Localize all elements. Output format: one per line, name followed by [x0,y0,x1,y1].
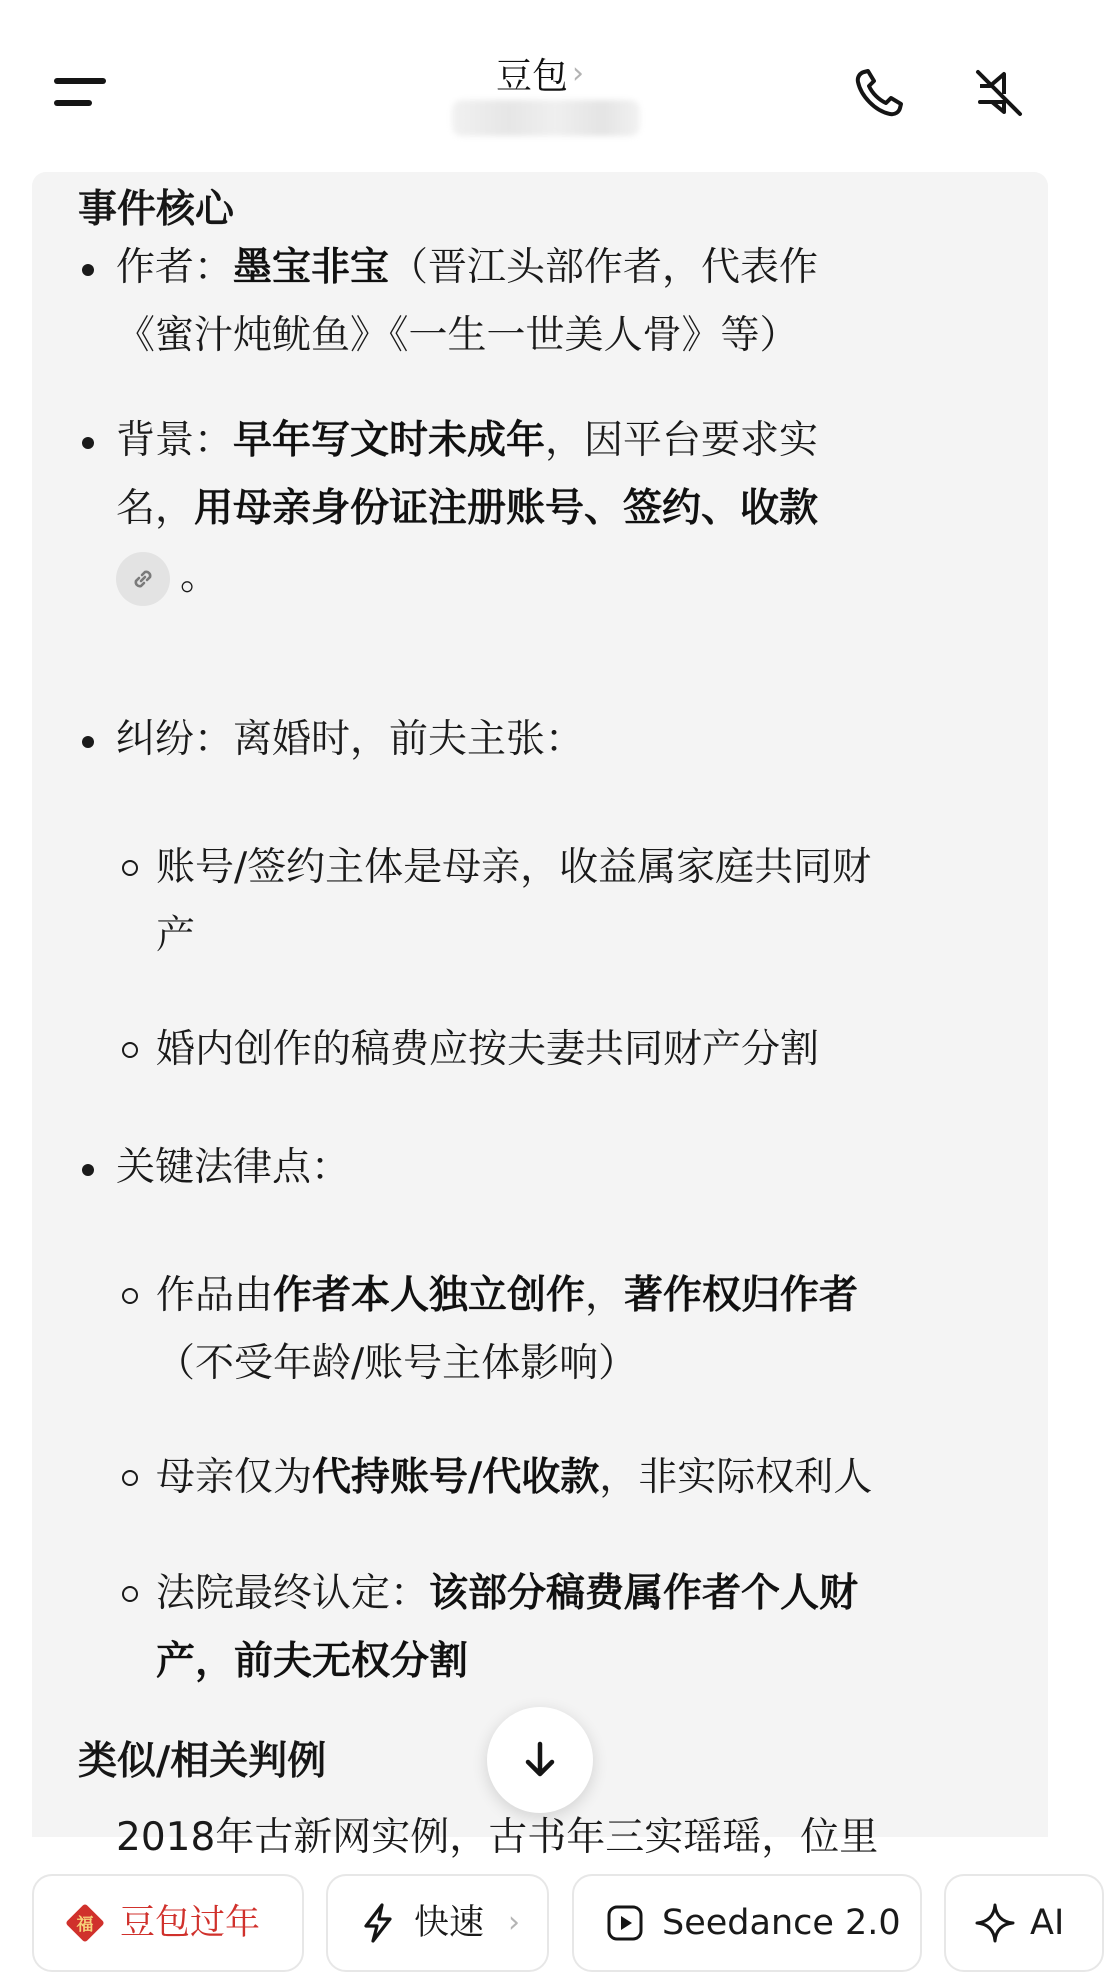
title-chevron-icon: › [572,56,584,91]
chip-fast-mode[interactable]: 快速 › [326,1874,549,1972]
bullet-dot [82,1164,94,1176]
section-title-core: 事件核心 [78,187,235,232]
list-item-background: 背景：早年写文时未成年，因平台要求实 名，用母亲身份证注册账号、签约、收款 。 [78,407,1008,611]
sub-item-legal-2: 母亲仅为代持账号/代收款，非实际权利人 [78,1444,1008,1512]
message-card [32,172,1048,1860]
top-bar [0,0,1080,170]
phone-icon[interactable] [850,64,908,122]
bullet-ring [122,1470,138,1486]
sub-item-dispute-1: 账号/签约主体是母亲，收益属家庭共同财 产 [78,834,1008,970]
sub-item-legal-1: 作品由作者本人独立创作，著作权归作者 （不受年龄/账号主体影响） [78,1262,1008,1398]
sub-item-legal-3: 法院最终认定：该部分稿费属作者个人财 产，前夫无权分割 [78,1560,1008,1696]
lightning-icon [358,1902,398,1944]
chip-seedance[interactable]: Seedance 2.0 [572,1874,922,1972]
speaker-muted-icon[interactable] [970,64,1028,122]
sparkle-icon [974,1902,1016,1944]
fu-badge-icon [64,1902,106,1944]
source-link-icon[interactable] [116,552,170,606]
cut-off-text-line: 2018年古新网实例，古书年三实瑶瑶，位里 [116,1815,879,1860]
bullet-ring [122,860,138,876]
play-square-icon [606,1904,644,1942]
svg-text:福: 福 [76,1915,94,1935]
bullet-ring [122,1586,138,1602]
chip-ai[interactable]: AI [944,1874,1104,1972]
list-item-legal-points: 关键法律点： [78,1134,1008,1202]
blurred-subtitle [452,100,640,136]
bullet-ring [122,1042,138,1058]
list-item-dispute: 纠纷：离婚时，前夫主张： [78,706,1008,774]
section-title-related-cases: 类似/相关判例 [78,1739,327,1784]
chevron-right-icon: › [508,1905,520,1940]
chat-title[interactable]: 豆包 [495,56,568,97]
quick-action-bar [0,1860,1080,1981]
chip-new-year[interactable]: 福 豆包过年 [32,1874,304,1972]
chat-title-area[interactable] [0,48,1080,99]
bullet-ring [122,1288,138,1304]
arrow-down-icon[interactable] [487,1707,593,1813]
sub-item-dispute-2: 婚内创作的稿费应按夫妻共同财产分割 [78,1016,1008,1084]
bullet-dot [82,264,94,276]
bullet-dot [82,736,94,748]
list-item-author: 作者：墨宝非宝（晋江头部作者，代表作 《蜜汁炖鱿鱼》《一生一世美人骨》等） [78,234,1008,370]
bullet-dot [82,437,94,449]
